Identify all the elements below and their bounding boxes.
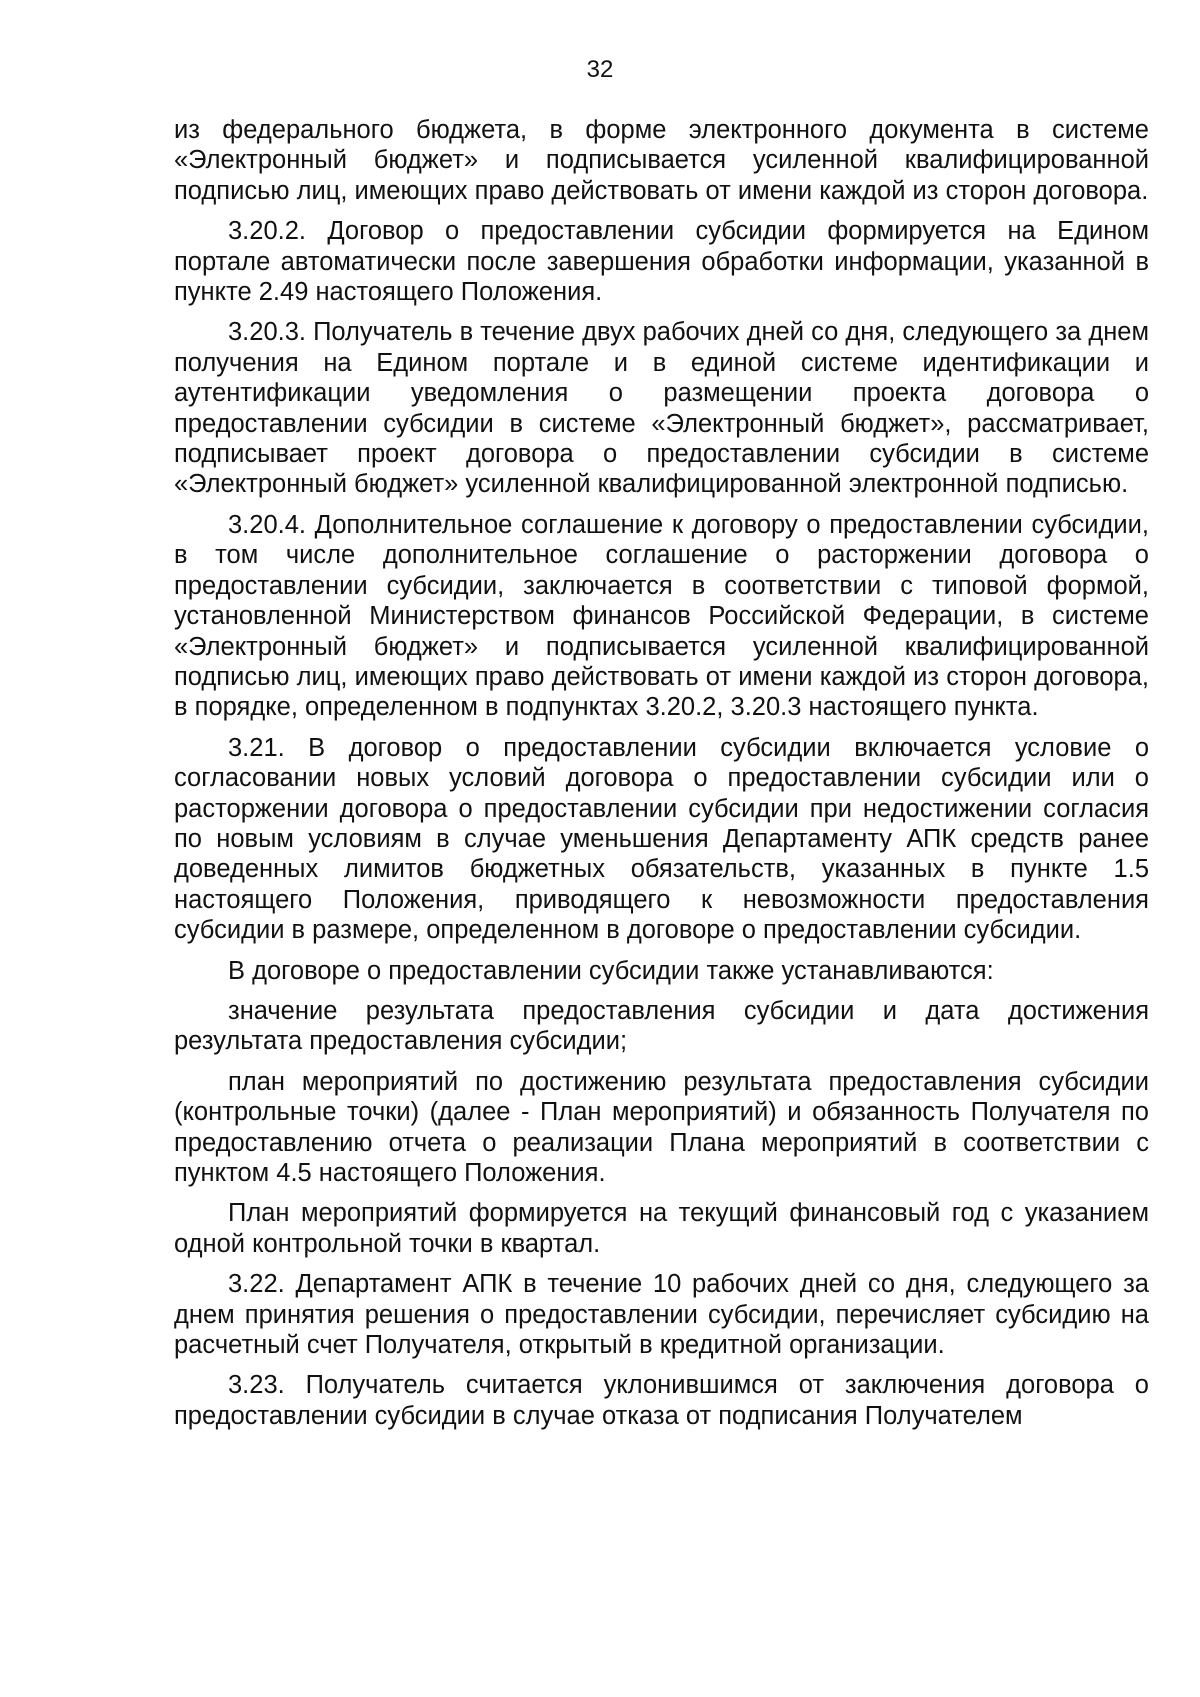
paragraph-3-20-3: 3.20.3. Получатель в течение двух рабочих дней со дня, следующего за днем получения на Едином портале и в единой системе идентификации и аутентификации уведомления о размещении проекта договора о предоставлении субсидии в системе «Электронный бюджет», рассматривает, подписывает проект договора о предоставлении субсидии в системе «Электронный бюджет» усиленной квалифицированной электронной подписью. <box>174 318 1149 499</box>
paragraph-3-21: 3.21. В договор о предоставлении субсидии включается условие о согласовании новых условий договора о предоставлении субсидии или о расторжении договора о предоставлении субсидии при недостижении согласия по новым условиям в случае уменьшения Департаменту АПК средств ранее доведенных лимитов бюджетных обязательств, указанных в пункте 1.5 настоящего Положения, приводящего к невозможности предоставления субсидии в размере, определенном в договоре о предоставлении субсидии. <box>174 733 1149 945</box>
paragraph-contract-terms-intro: В договоре о предоставлении субсидии также устанавливаются: <box>228 956 994 985</box>
paragraph-3-20-4: 3.20.4. Дополнительное соглашение к договору о предоставлении субсидии, в том числе дополнительное соглашение о расторжении договора о предоставлении субсидии, заключается в соответствии с типовой формой, установленной Министерством финансов Российской Федерации, в системе «Электронный бюджет» и подписывается усиленной квалифицированной подписью лиц, имеющих право действовать от имени каждой из сторон договора, в порядке, определенном в подпунктах 3.20.2, 3.20.3 настоящего пункта. <box>174 510 1149 722</box>
paragraph-3-20-2: 3.20.2. Договор о предоставлении субсидии формируется на Едином портале автоматически после завершения обработки информации, указанной в пункте 2.49 настоящего Положения. <box>174 217 1149 307</box>
paragraph-action-plan: план мероприятий по достижению результата предоставления субсидии (контрольные точки) (далее - План мероприятий) и обязанность Получателя по предоставлению отчета о реализации Плана мероприятий в соответствии с пунктом 4.5 настоящего Положения. <box>174 1067 1149 1187</box>
paragraph-continuation: из федерального бюджета, в форме электронного документа в системе «Электронный бюджет» и подписывается усиленной квалифицированной подписью лиц, имеющих право действовать от имени каждой из сторон договора. <box>174 116 1149 205</box>
document-body <box>174 115 1149 1441</box>
page-number: 32 <box>586 56 614 83</box>
paragraph-action-plan-formation: План мероприятий формируется на текущий финансовый год с указанием одной контрольной точки в квартал. <box>174 1199 1149 1258</box>
paragraph-result-value: значение результата предоставления субсидии и дата достижения результата предоставления субсидии; <box>174 996 1149 1056</box>
paragraph-3-23: 3.23. Получатель считается уклонившимся от заключения договора о предоставлении субсидии в случае отказа от подписания Получателем <box>174 1371 1149 1430</box>
paragraph-3-22: 3.22. Департамент АПК в течение 10 рабочих дней со дня, следующего за днем принятия решения о предоставлении субсидии, перечисляет субсидию на расчетный счет Получателя, открытый в кредитной организации. <box>174 1270 1149 1360</box>
